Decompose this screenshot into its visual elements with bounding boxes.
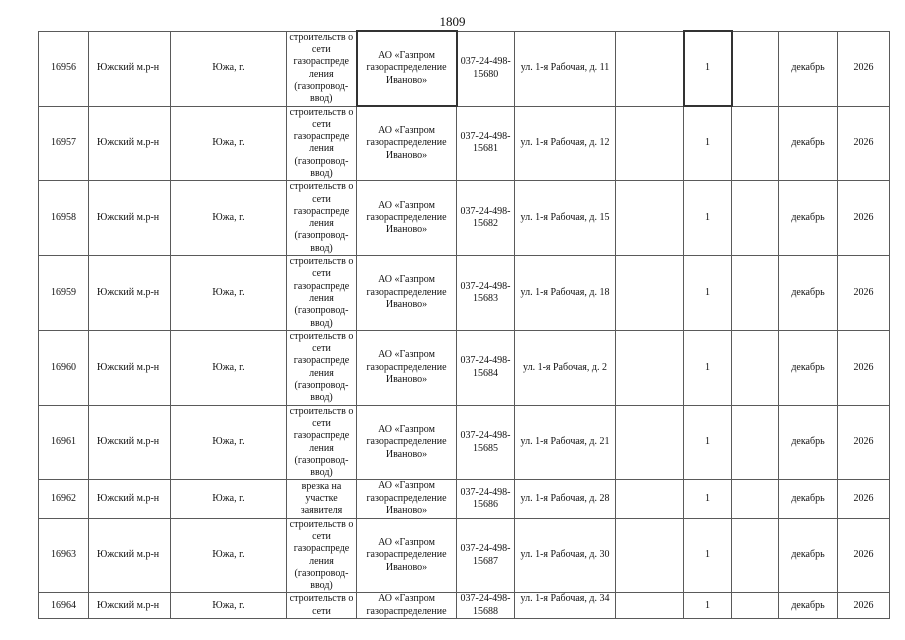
organization-cell: АО «Газпром газораспределение Иваново» — [357, 106, 457, 181]
address-cell: ул. 1-я Рабочая, д. 11 — [515, 31, 616, 106]
work-type-cell: строительств о сети газораспреде ления (газопровод-ввод) — [287, 256, 357, 331]
object-code-cell: 037-24-498-15684 — [457, 330, 515, 405]
year-cell: 2026 — [838, 480, 890, 518]
month-cell: декабрь — [779, 480, 838, 518]
object-code-cell: 037-24-498-15680 — [457, 31, 515, 106]
address-cell: ул. 1-я Рабочая, д. 15 — [515, 181, 616, 256]
organization-cell: АО «Газпром газораспределение Иваново» — [357, 330, 457, 405]
empty-cell — [732, 256, 779, 331]
object-code-cell: 037-24-498-15681 — [457, 106, 515, 181]
district-cell: Южский м.р-н — [89, 181, 171, 256]
month-cell: декабрь — [779, 256, 838, 331]
town-cell: Южа, г. — [171, 106, 287, 181]
organization-cell: АО «Газпром газораспределение Иваново» — [357, 480, 457, 518]
table-row — [39, 256, 890, 331]
empty-cell — [616, 330, 684, 405]
quantity-cell: 1 — [684, 256, 732, 331]
organization-cell: АО «Газпром газораспределение Иваново» — [357, 181, 457, 256]
empty-cell — [732, 106, 779, 181]
year-cell: 2026 — [838, 593, 890, 619]
empty-cell — [732, 330, 779, 405]
object-code-cell: 037-24-498-15685 — [457, 405, 515, 480]
row-number: 16962 — [39, 480, 89, 518]
district-cell: Южский м.р-н — [89, 106, 171, 181]
organization-cell: АО «Газпром газораспределение Иваново» — [357, 405, 457, 480]
district-cell: Южский м.р-н — [89, 405, 171, 480]
empty-cell — [616, 518, 684, 593]
empty-cell — [732, 181, 779, 256]
empty-cell — [732, 518, 779, 593]
work-type-cell: строительств о сети газораспреде ления (газопровод-ввод) — [287, 518, 357, 593]
quantity-cell: 1 — [684, 480, 732, 518]
year-cell: 2026 — [838, 256, 890, 331]
empty-cell — [616, 106, 684, 181]
work-type-cell: строительств о сети газораспреде ления (газопровод-ввод) — [287, 405, 357, 480]
work-type-cell: врезка на участке заявителя — [287, 480, 357, 518]
organization-cell: АО «Газпром газораспределение — [357, 593, 457, 619]
work-type-cell: строительств о сети — [287, 593, 357, 619]
town-cell: Южа, г. — [171, 330, 287, 405]
work-schedule-table — [38, 30, 890, 619]
quantity-cell: 1 — [684, 330, 732, 405]
row-number: 16960 — [39, 330, 89, 405]
object-code-cell: 037-24-498-15688 — [457, 593, 515, 619]
district-cell: Южский м.р-н — [89, 31, 171, 106]
year-cell: 2026 — [838, 31, 890, 106]
month-cell: декабрь — [779, 31, 838, 106]
work-type-cell: строительств о сети газораспреде ления (газопровод-ввод) — [287, 330, 357, 405]
month-cell: декабрь — [779, 106, 838, 181]
month-cell: декабрь — [779, 593, 838, 619]
empty-cell — [732, 405, 779, 480]
district-cell: Южский м.р-н — [89, 256, 171, 331]
town-cell: Южа, г. — [171, 518, 287, 593]
object-code-cell: 037-24-498-15682 — [457, 181, 515, 256]
row-number: 16957 — [39, 106, 89, 181]
organization-cell: АО «Газпром газораспределение Иваново» — [357, 31, 457, 106]
quantity-cell: 1 — [684, 181, 732, 256]
address-cell: ул. 1-я Рабочая, д. 12 — [515, 106, 616, 181]
quantity-cell: 1 — [684, 106, 732, 181]
address-cell: ул. 1-я Рабочая, д. 18 — [515, 256, 616, 331]
object-code-cell: 037-24-498-15686 — [457, 480, 515, 518]
year-cell: 2026 — [838, 330, 890, 405]
town-cell: Южа, г. — [171, 181, 287, 256]
empty-cell — [616, 31, 684, 106]
empty-cell — [616, 181, 684, 256]
year-cell: 2026 — [838, 518, 890, 593]
empty-cell — [616, 593, 684, 619]
quantity-cell: 1 — [684, 593, 732, 619]
month-cell: декабрь — [779, 330, 838, 405]
organization-cell: АО «Газпром газораспределение Иваново» — [357, 256, 457, 331]
quantity-cell: 1 — [684, 31, 732, 106]
month-cell: декабрь — [779, 518, 838, 593]
district-cell: Южский м.р-н — [89, 480, 171, 518]
month-cell: декабрь — [779, 405, 838, 480]
district-cell: Южский м.р-н — [89, 518, 171, 593]
town-cell: Южа, г. — [171, 480, 287, 518]
table-row — [39, 593, 890, 619]
year-cell: 2026 — [838, 181, 890, 256]
row-number: 16956 — [39, 31, 89, 106]
year-cell: 2026 — [838, 405, 890, 480]
row-number: 16959 — [39, 256, 89, 331]
table-row — [39, 480, 890, 518]
town-cell: Южа, г. — [171, 593, 287, 619]
organization-cell: АО «Газпром газораспределение Иваново» — [357, 518, 457, 593]
month-cell: декабрь — [779, 181, 838, 256]
year-cell: 2026 — [838, 106, 890, 181]
empty-cell — [732, 480, 779, 518]
empty-cell — [732, 31, 779, 106]
work-type-cell: строительств о сети газораспреде ления (газопровод-ввод) — [287, 106, 357, 181]
district-cell: Южский м.р-н — [89, 330, 171, 405]
table-row — [39, 106, 890, 181]
empty-cell — [616, 405, 684, 480]
table-row — [39, 330, 890, 405]
quantity-cell: 1 — [684, 518, 732, 593]
table-row — [39, 518, 890, 593]
town-cell: Южа, г. — [171, 256, 287, 331]
address-cell: ул. 1-я Рабочая, д. 28 — [515, 480, 616, 518]
town-cell: Южа, г. — [171, 405, 287, 480]
object-code-cell: 037-24-498-15683 — [457, 256, 515, 331]
empty-cell — [732, 593, 779, 619]
address-cell: ул. 1-я Рабочая, д. 30 — [515, 518, 616, 593]
empty-cell — [616, 256, 684, 331]
table-row — [39, 405, 890, 480]
object-code-cell: 037-24-498-15687 — [457, 518, 515, 593]
table-row — [39, 181, 890, 256]
row-number: 16961 — [39, 405, 89, 480]
quantity-cell: 1 — [684, 405, 732, 480]
town-cell: Южа, г. — [171, 31, 287, 106]
table-row — [39, 31, 890, 106]
row-number: 16963 — [39, 518, 89, 593]
row-number: 16964 — [39, 593, 89, 619]
district-cell: Южский м.р-н — [89, 593, 171, 619]
address-cell: ул. 1-я Рабочая, д. 2 — [515, 330, 616, 405]
work-type-cell: строительств о сети газораспреде ления (газопровод-ввод) — [287, 31, 357, 106]
work-type-cell: строительств о сети газораспреде ления (газопровод-ввод) — [287, 181, 357, 256]
page-number: 1809 — [439, 14, 466, 29]
address-cell: ул. 1-я Рабочая, д. 34 — [515, 593, 616, 619]
empty-cell — [616, 480, 684, 518]
row-number: 16958 — [39, 181, 89, 256]
address-cell: ул. 1-я Рабочая, д. 21 — [515, 405, 616, 480]
